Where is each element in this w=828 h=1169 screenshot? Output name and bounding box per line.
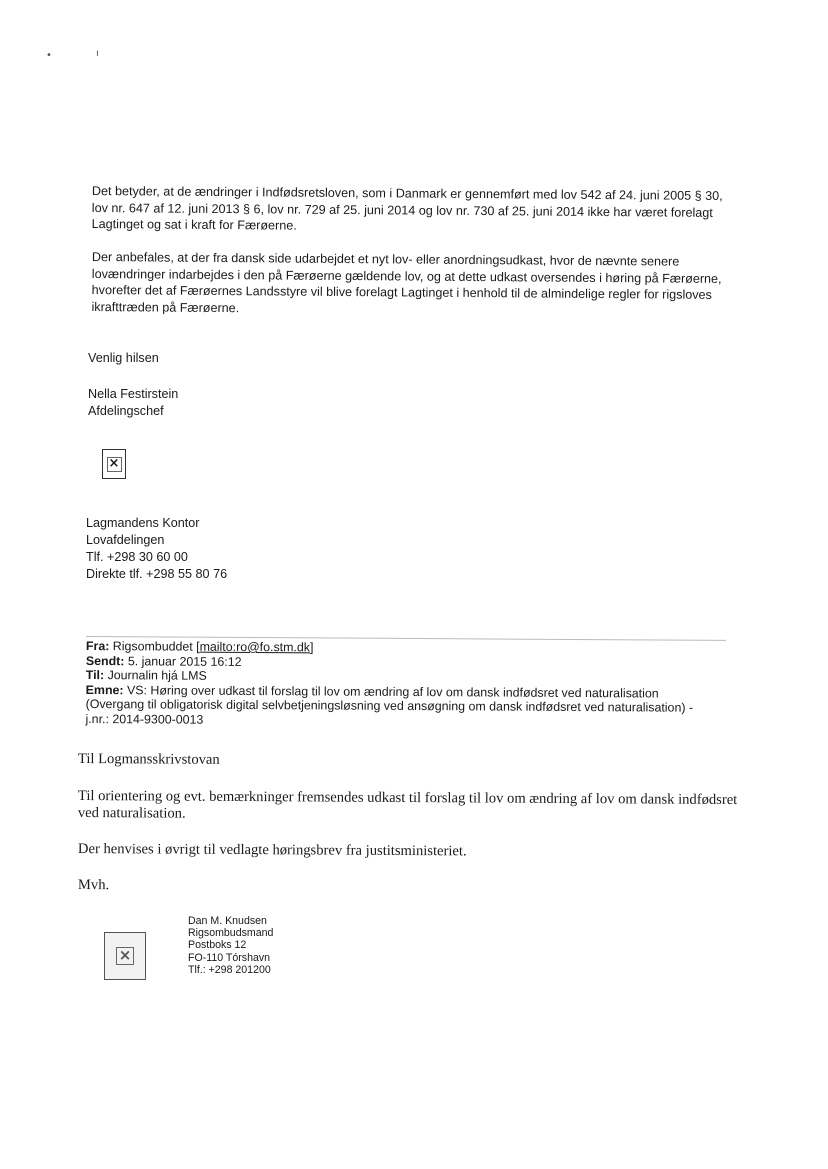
sender-po-box: Postboks 12 — [188, 939, 247, 952]
body-1-text: Til orientering og evt. bemærkninger fremsendes udkast til forslag til lov om ændring af lov om dansk indfødsret ved naturalisation. — [77, 788, 738, 822]
to-label: Til: — [85, 667, 105, 683]
office-direct-phone: Direkte tlf. +298 55 80 76 — [86, 567, 228, 581]
sender-phone: Tlf.: +298 201200 — [188, 963, 271, 976]
letter-body-1 — [78, 788, 738, 826]
letter-body-2 — [78, 841, 738, 862]
sender-title: Rigsombudsmand — [188, 927, 274, 940]
signer-name: Nella Festirstein — [88, 387, 179, 401]
letter-salutation — [78, 751, 738, 772]
subject-label: Emne: — [85, 682, 124, 697]
sender-city: FO-110 Tórshavn — [188, 951, 271, 964]
signer — [88, 386, 178, 420]
greeting — [88, 350, 159, 367]
body-2-text: Der henvises i øvrigt til vedlagte høringsbrev fra justitsministeriet. — [77, 841, 467, 860]
paragraph-1-text: Det betyder, at de ændringer i Indfødsretsloven, som i Danmark er gennemført med lov 542 af 24. juni 2005 § 30, lov nr. 647 af 12. juni 2013 § 6, lov nr. 729 af 25. juni 2014 og lov nr. 730 af 25. juni 2014 ikke har været forelagt Lagtinget og sat i kraft for Færøerne. — [91, 183, 723, 233]
salutation-text: Til Logmansskrivstovan — [77, 751, 220, 768]
sender-name: Dan M. Knudsen — [188, 915, 267, 927]
subject-value: VS: Høring over udkast til forslag til lov om ændring af lov om dansk indfødsret ved naturalisation — [126, 682, 659, 700]
sent-value: 5. januar 2015 16:12 — [127, 653, 242, 669]
paragraph-2-text: Der anbefales, at der fra dansk side udarbejdet et nyt lov- eller anordningsudkast, hvor de nævnte senere lovændringer indarbejdes i den på Færøerne gældende lov, og at dette udkast oversendes i høring på Færøerne, hvorefter det af Færøernes Landsstyre vil blive forelagt Lagtinget i henhold til de almindelige regler for rigsloves ikrafttræden på Færøerne. — [91, 249, 722, 315]
subject-line-2: (Overgang til obligatorisk digital selvbetjeningsløsning ved ansøgning om dansk indfødsret ved naturalisation) - — [85, 696, 694, 715]
scan-speck: • — [46, 50, 52, 61]
office-name: Lagmandens Kontor — [86, 516, 200, 530]
sent-label: Sendt: — [85, 653, 125, 668]
paragraph-recommendation — [91, 249, 731, 320]
greeting-text: Venlig hilsen — [88, 351, 159, 365]
from-label: Fra: — [85, 639, 110, 654]
closing-text: Mvh. — [77, 877, 110, 894]
sender-block — [188, 915, 273, 976]
office-contact — [86, 515, 227, 583]
office-phone: Tlf. +298 30 60 00 — [86, 550, 188, 564]
missing-logo-icon: × — [104, 932, 146, 980]
subject-line-3: j.nr.: 2014-9300-0013 — [85, 711, 204, 727]
signer-title: Afdelingschef — [88, 404, 164, 418]
from-value: Rigsombuddet — [112, 639, 197, 654]
email-header — [85, 639, 726, 730]
letter-closing — [78, 877, 738, 898]
office-department: Lovafdelingen — [86, 533, 165, 547]
paragraph-law-changes — [92, 183, 732, 238]
scan-speck: ı — [96, 48, 99, 59]
to-value: Journalin hjá LMS — [107, 668, 207, 683]
missing-image-icon: × — [102, 449, 126, 479]
from-mailto-link[interactable]: [mailto:ro@fo.stm.dk] — [196, 639, 314, 655]
